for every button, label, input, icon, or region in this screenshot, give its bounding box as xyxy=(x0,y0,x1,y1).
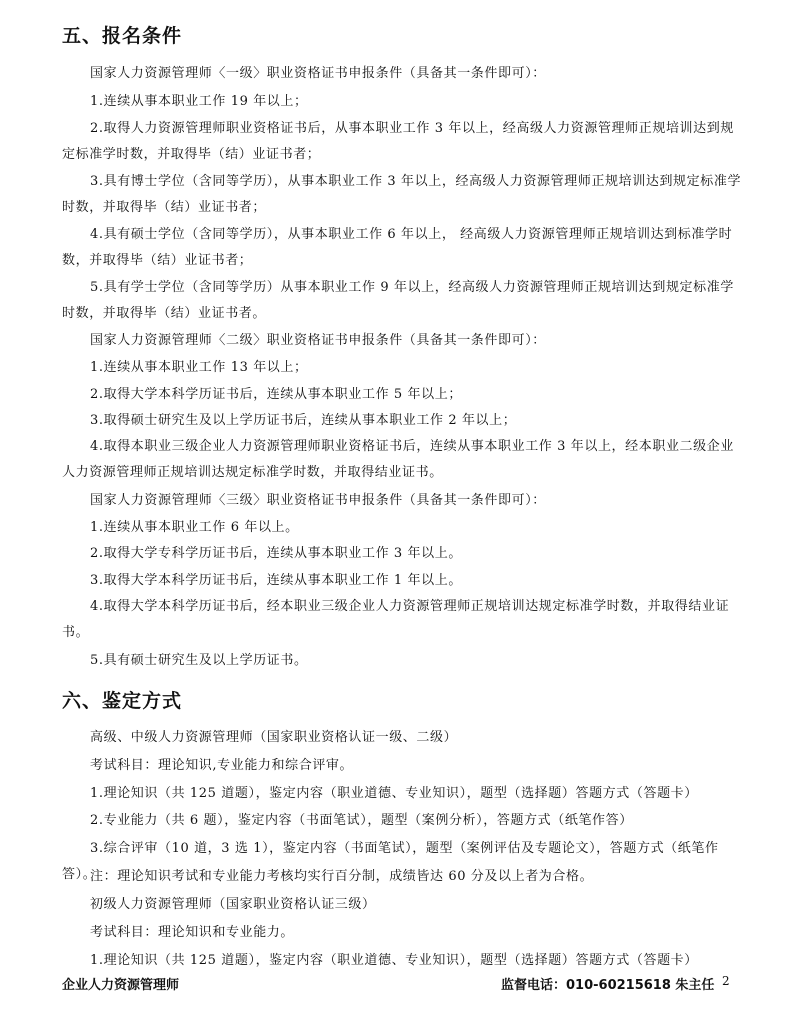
paragraph: 考试科目：理论知识和专业能力。 xyxy=(90,925,295,940)
paragraph: 高级、中级人力资源管理师（国家职业资格认证一级、二级） xyxy=(90,730,458,745)
paragraph: 1.连续从事本职业工作 13 年以上； xyxy=(90,360,308,375)
footer-contact: 监督电话：010-60215618 朱主任 xyxy=(501,978,715,993)
paragraph: 1.理论知识（共 125 道题），鉴定内容（职业道德、专业知识），题型（选择题）答题方式（答题卡） xyxy=(90,786,698,801)
paragraph: 考试科目：理论知识,专业能力和综合评审。 xyxy=(90,758,354,773)
paragraph: 4.具有硕士学位（含同等学历），从事本职业工作 6 年以上， 经高级人力资源管理师正规培训达到标准学时数，并取得毕（结）业证书者； xyxy=(62,227,733,268)
paragraph: 国家人力资源管理师〈二级〉职业资格证书申报条件（具备其一条件即可）： xyxy=(90,333,546,348)
paragraph: 1.连续从事本职业工作 6 年以上。 xyxy=(90,520,299,535)
paragraph: 2.取得大学本科学历证书后，连续从事本职业工作 5 年以上； xyxy=(90,387,462,402)
paragraph: 1.连续从事本职业工作 19 年以上； xyxy=(90,94,308,109)
paragraph: 5.具有学士学位（含同等学历）从事本职业工作 9 年以上，经高级人力资源管理师正规培训达到规定标准学时数，并取得毕（结）业证书者。 xyxy=(62,280,734,321)
paragraph: 2.取得人力资源管理师职业资格证书后，从事本职业工作 3 年以上，经高级人力资源管理师正规培训达到规定标准学时数，并取得毕（结）业证书者； xyxy=(62,121,734,162)
footer-title: 企业人力资源管理师 xyxy=(62,978,180,993)
paragraph: 3.取得大学本科学历证书后，连续从事本职业工作 1 年以上。 xyxy=(90,573,462,588)
paragraph: 2.专业能力（共 6 题），鉴定内容（书面笔试），题型（案例分析），答题方式（纸笔作答） xyxy=(90,813,633,828)
page-footer xyxy=(0,974,793,994)
paragraph: 国家人力资源管理师〈一级〉职业资格证书申报条件（具备其一条件即可）： xyxy=(90,66,546,81)
paragraph: 初级人力资源管理师（国家职业资格认证三级） xyxy=(90,897,376,912)
paragraph: 3.具有博士学位（含同等学历），从事本职业工作 3 年以上，经高级人力资源管理师正规培训达到规定标准学时数，并取得毕（结）业证书者； xyxy=(62,174,742,215)
paragraph: 2.取得大学专科学历证书后，连续从事本职业工作 3 年以上。 xyxy=(90,546,462,561)
paragraph: 4.取得本职业三级企业人力资源管理师职业资格证书后，连续从事本职业工作 3 年以上，经本职业二级企业人力资源管理师正规培训达规定标准学时数，并取得结业证书。 xyxy=(62,439,734,480)
paragraph: 注：理论知识考试和专业能力考核均实行百分制，成绩皆达 60 分及以上者为合格。 xyxy=(90,869,594,884)
section-6-heading: 六、鉴定方式 xyxy=(62,690,183,712)
paragraph: 3.取得硕士研究生及以上学历证书后，连续从事本职业工作 2 年以上； xyxy=(90,413,517,428)
paragraph: 1.理论知识（共 125 道题），鉴定内容（职业道德、专业知识），题型（选择题）答题方式（答题卡） xyxy=(90,953,698,968)
paragraph: 5.具有硕士研究生及以上学历证书。 xyxy=(90,653,308,668)
section-5-heading: 五、报名条件 xyxy=(62,25,183,47)
paragraph: 4.取得大学本科学历证书后，经本职业三级企业人力资源管理师正规培训达规定标准学时数，并取得结业证书。 xyxy=(62,599,730,640)
paragraph: 国家人力资源管理师〈三级〉职业资格证书申报条件（具备其一条件即可）： xyxy=(90,493,546,508)
paragraph: 3.综合评审（10 道，3 选 1），鉴定内容（书面笔试），题型（案例评估及专题论文），答题方式（纸笔作答）。 xyxy=(62,841,719,882)
page-number: 2 xyxy=(722,974,730,988)
